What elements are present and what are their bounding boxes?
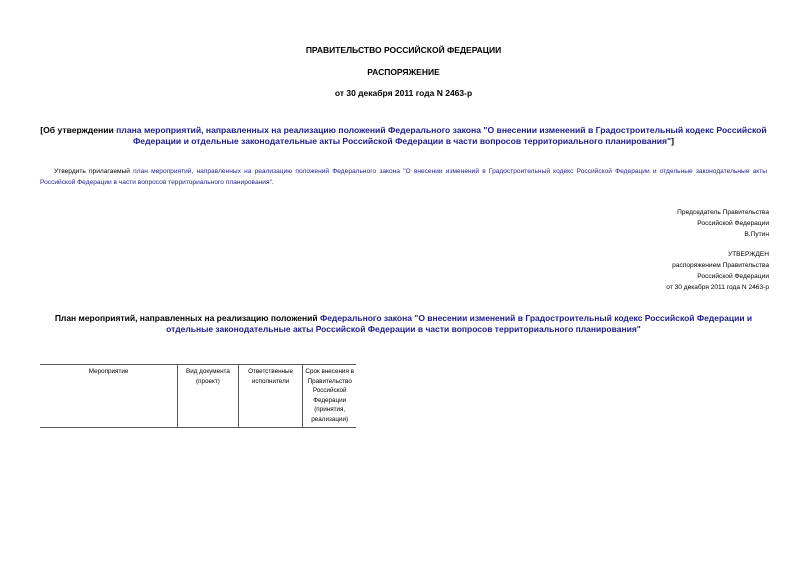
plan-title-link[interactable]: Федерального закона "О внесении изменений в Градостроительный кодекс Российской Федерации и отдельные законодательные акты Российской Федерации в части вопросов территориального планирования"	[166, 313, 753, 334]
signature-block	[520, 207, 769, 240]
signature-country: Российской Федерации	[697, 220, 769, 227]
plan-title-prefix: План мероприятий, направленных на реализацию положений	[54, 313, 320, 323]
order-paragraph-prefix: Утвердить прилагаемый	[54, 168, 134, 175]
title-link[interactable]: плана мероприятий, направленных на реализацию положений Федерального закона "О внесении изменений в Градостроительный кодекс Российской Федерации и отдельные законодательные акты Российской Федерации в части вопросов территориального планирования"	[116, 125, 767, 146]
document-type-heading: РАСПОРЯЖЕНИЕ	[367, 67, 440, 77]
approval-heading: УТВЕРЖДЕН	[727, 251, 769, 258]
approval-line-2: распоряжением Правительства	[672, 262, 769, 269]
document-date-heading: от 30 декабря 2011 года N 2463-р	[334, 88, 473, 98]
column-header-deadline: Срок внесения в Правительство Российской Федерации (принятия, реализации)	[303, 365, 356, 428]
order-paragraph-suffix: .	[271, 179, 274, 186]
plan-link[interactable]: план мероприятий, направленных на реализацию положений Федерального закона "О внесении изменений в Градостроительный кодекс Российской Федерации и отдельные законодательные акты Российской Федерации в части вопросов территориального планирования"	[40, 168, 767, 186]
title-suffix: ]	[671, 136, 675, 146]
column-header-responsible: Ответственные исполнители	[238, 365, 303, 428]
title-prefix: [Об утверждении	[40, 125, 117, 135]
approval-line-3: Российской Федерации	[697, 273, 769, 280]
column-header-document-type: Вид документа (проект)	[178, 365, 239, 428]
government-heading: ПРАВИТЕЛЬСТВО РОССИЙСКОЙ ФЕДЕРАЦИИ	[305, 45, 502, 55]
plan-table	[40, 364, 356, 428]
signature-position: Председатель Правительства	[677, 209, 769, 216]
signature-name: В.Путин	[744, 231, 769, 238]
table-header-row	[40, 365, 356, 428]
document-title	[40, 125, 767, 147]
column-header-activity: Мероприятие	[40, 365, 178, 428]
order-paragraph	[40, 166, 767, 188]
approval-block	[520, 249, 769, 293]
approval-date: от 30 декабря 2011 года N 2463-р	[666, 284, 769, 291]
plan-title	[38, 313, 769, 335]
